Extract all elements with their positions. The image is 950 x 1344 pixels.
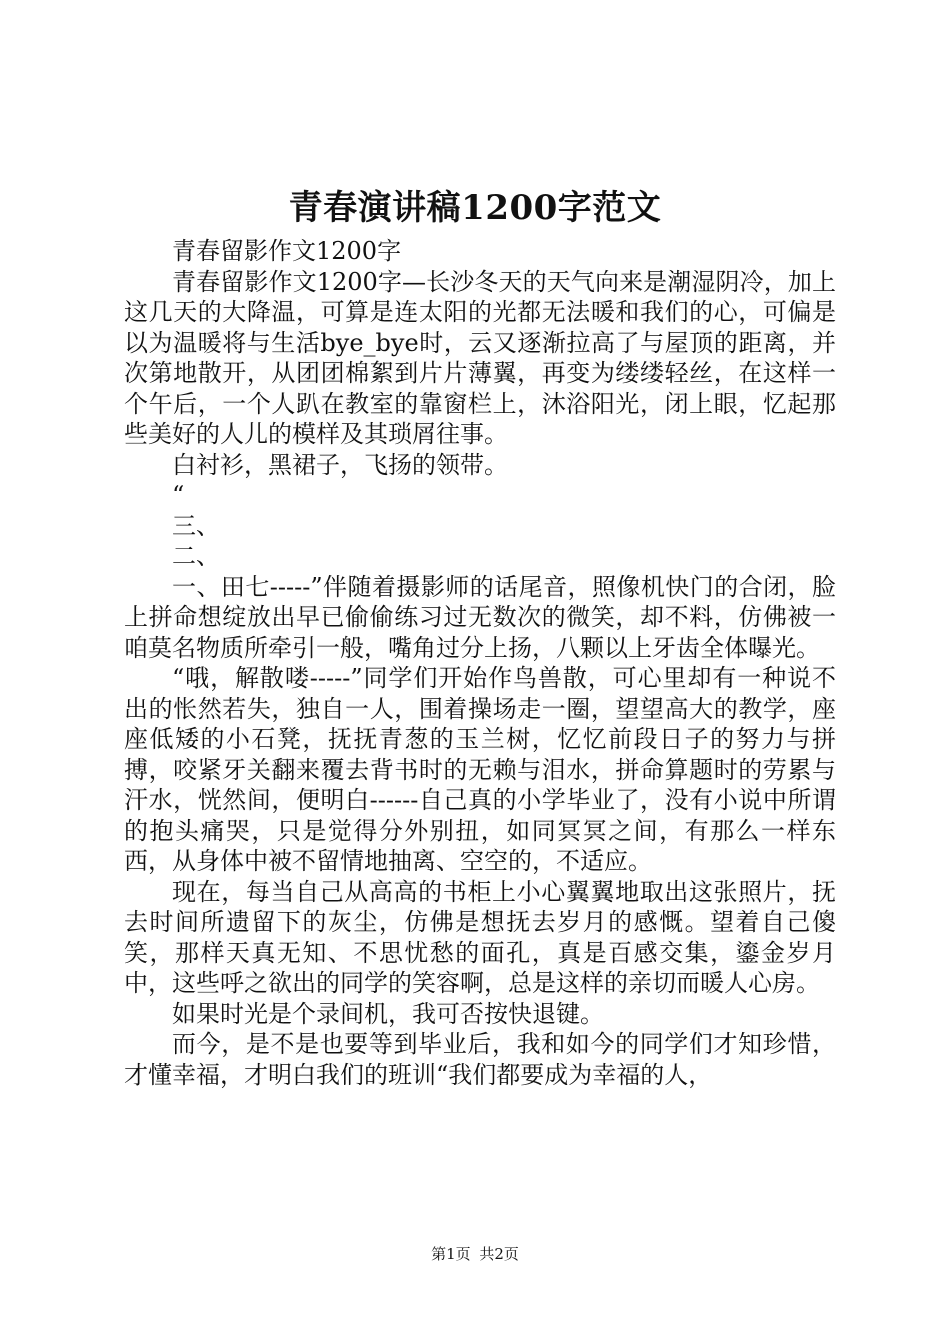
paragraph: 青春留影作文1200字—长沙冬天的天气向来是潮湿阴冷，加上这几天的大降温，可算是连太阳的光都无法暖和我们的心，可偏是以为温暖将与生活bye_bye时，云又逐渐拉高了与屋顶的距离，并次第地散开，从团团棉絮到片片薄翼，再变为缕缕轻丝，在这样一个午后，一个人趴在教室的靠窗栏上，沐浴阳光，闭上眼，忆起那些美好的人儿的模样及其琐屑往事。 <box>124 267 836 448</box>
paragraph: 三、 <box>172 511 220 540</box>
page-number: 第1页 <box>431 1245 471 1263</box>
document-body <box>124 236 836 1090</box>
paragraph: 二、 <box>172 542 220 570</box>
paragraph: 白衬衫，黑裙子，飞扬的领带。 <box>172 450 508 479</box>
paragraph: 一、田七-----”伴随着摄影师的话尾音，照像机快门的合闭，脸上拼命想绽放出早已偷偷练习过无数次的微笑，却不料，仿佛被一咱莫名物质所牵引一般，嘴角过分上扬，八颗以上牙齿全体曝光。 <box>124 572 836 662</box>
paragraph: 如果时光是个录间机，我可否按快退键。 <box>172 999 604 1028</box>
page-footer <box>0 1244 950 1264</box>
paragraph: “哦，解散喽-----”同学们开始作鸟兽散，可心里却有一种说不出的怅然若失，独自一人，围着操场走一圈，望望高大的教学，座座低矮的小石凳，抚抚青葱的玉兰树，忆忆前段日子的努力与拼搏，咬紧牙关翻来覆去背书时的无赖与泪水，拼命算题时的劳累与汗水，恍然间，便明白------自己真的小学毕业了，没有小说中所谓的抱头痛哭，只是觉得分外别扭，如同冥冥之间，有那么一样东西，从身体中被不留情地抽离、空空的，不适应。 <box>124 664 836 875</box>
paragraph: 现在，每当自己从高高的书柜上小心翼翼地取出这张照片，抚去时间所遗留下的灰尘，仿佛是想抚去岁月的感慨。望着自己傻笑，那样天真无知、不思忧愁的面孔，真是百感交集，鎏金岁月中，这些呼之欲出的同学的笑容啊，总是这样的亲切而暖人心房。 <box>124 877 836 997</box>
document-title: 青春演讲稿1200字范文 <box>288 188 662 228</box>
page-total: 共2页 <box>479 1245 519 1263</box>
paragraph: 而今，是不是也要等到毕业后，我和如今的同学们才知珍惜，才懂幸福，才明白我们的班训“我们都要成为幸福的人， <box>124 1030 836 1089</box>
paragraph: “ <box>172 481 185 509</box>
paragraph: 青春留影作文1200字 <box>172 237 402 265</box>
